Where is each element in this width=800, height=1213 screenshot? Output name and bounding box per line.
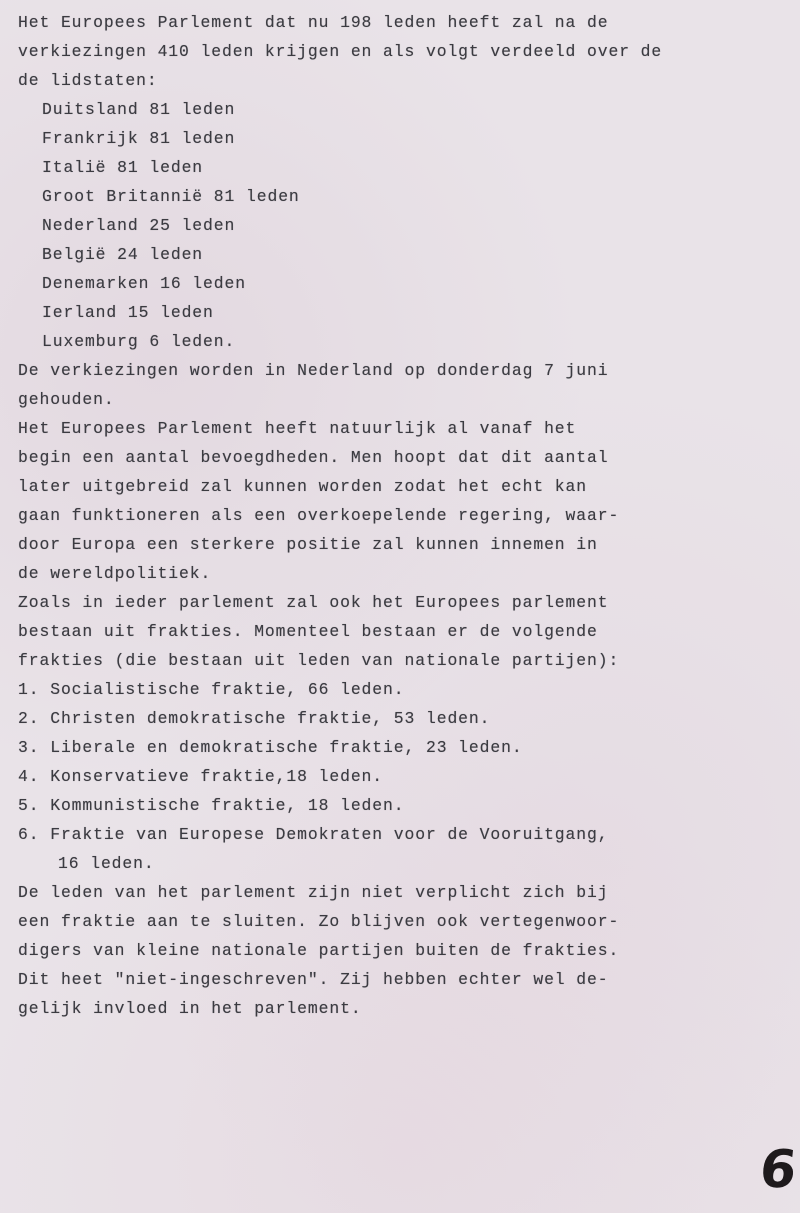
document-body: [18, 8, 788, 1023]
member-state-line: Nederland 25 leden: [42, 216, 236, 235]
faction-list-item: 2. Christen demokratische fraktie, 53 leden.: [18, 709, 491, 728]
member-state-line: Duitsland 81 leden: [42, 100, 236, 119]
powers-line: gaan funktioneren als een overkoepelende regering, waar-: [18, 506, 620, 525]
faction-list-item: 4. Konservatieve fraktie,18 leden.: [18, 767, 384, 786]
factions-intro-line: bestaan uit frakties. Momenteel bestaan er de volgende: [18, 622, 598, 641]
intro-line: verkiezingen 410 leden krijgen en als volgt verdeeld over de: [18, 42, 663, 61]
page-number: 6: [756, 1140, 800, 1200]
member-state-line: Groot Britannië 81 leden: [42, 187, 300, 206]
factions-intro-line: Zoals in ieder parlement zal ook het Europees parlement: [18, 593, 609, 612]
faction-list-item: 3. Liberale en demokratische fraktie, 23 leden.: [18, 738, 523, 757]
powers-line: later uitgebreid zal kunnen worden zodat het echt kan: [18, 477, 588, 496]
powers-line: door Europa een sterkere positie zal kunnen innemen in: [18, 535, 598, 554]
non-attached-line: Dit heet "niet-ingeschreven". Zij hebben echter wel de-: [18, 970, 609, 989]
non-attached-line: een fraktie aan te sluiten. Zo blijven ook vertegenwoor-: [18, 912, 620, 931]
election-date-line: gehouden.: [18, 390, 115, 409]
non-attached-line: gelijk invloed in het parlement.: [18, 999, 362, 1018]
member-state-line: Luxemburg 6 leden.: [42, 332, 236, 351]
factions-intro-line: frakties (die bestaan uit leden van nationale partijen):: [18, 651, 620, 670]
faction-list-item-continuation: 16 leden.: [58, 854, 155, 873]
faction-list-item: 6. Fraktie van Europese Demokraten voor de Vooruitgang,: [18, 825, 609, 844]
intro-line: de lidstaten:: [18, 71, 158, 90]
member-state-line: Italië 81 leden: [42, 158, 204, 177]
faction-list-item: 1. Socialistische fraktie, 66 leden.: [18, 680, 405, 699]
member-state-line: Denemarken 16 leden: [42, 274, 246, 293]
member-state-line: Ierland 15 leden: [42, 303, 214, 322]
election-date-line: De verkiezingen worden in Nederland op donderdag 7 juni: [18, 361, 609, 380]
powers-line: de wereldpolitiek.: [18, 564, 212, 583]
powers-line: begin een aantal bevoegdheden. Men hoopt dat dit aantal: [18, 448, 609, 467]
non-attached-line: De leden van het parlement zijn niet verplicht zich bij: [18, 883, 609, 902]
member-state-line: Frankrijk 81 leden: [42, 129, 236, 148]
powers-line: Het Europees Parlement heeft natuurlijk al vanaf het: [18, 419, 577, 438]
non-attached-line: digers van kleine nationale partijen buiten de frakties.: [18, 941, 620, 960]
intro-line: Het Europees Parlement dat nu 198 leden heeft zal na de: [18, 13, 609, 32]
member-state-line: België 24 leden: [42, 245, 204, 264]
faction-list-item: 5. Kommunistische fraktie, 18 leden.: [18, 796, 405, 815]
